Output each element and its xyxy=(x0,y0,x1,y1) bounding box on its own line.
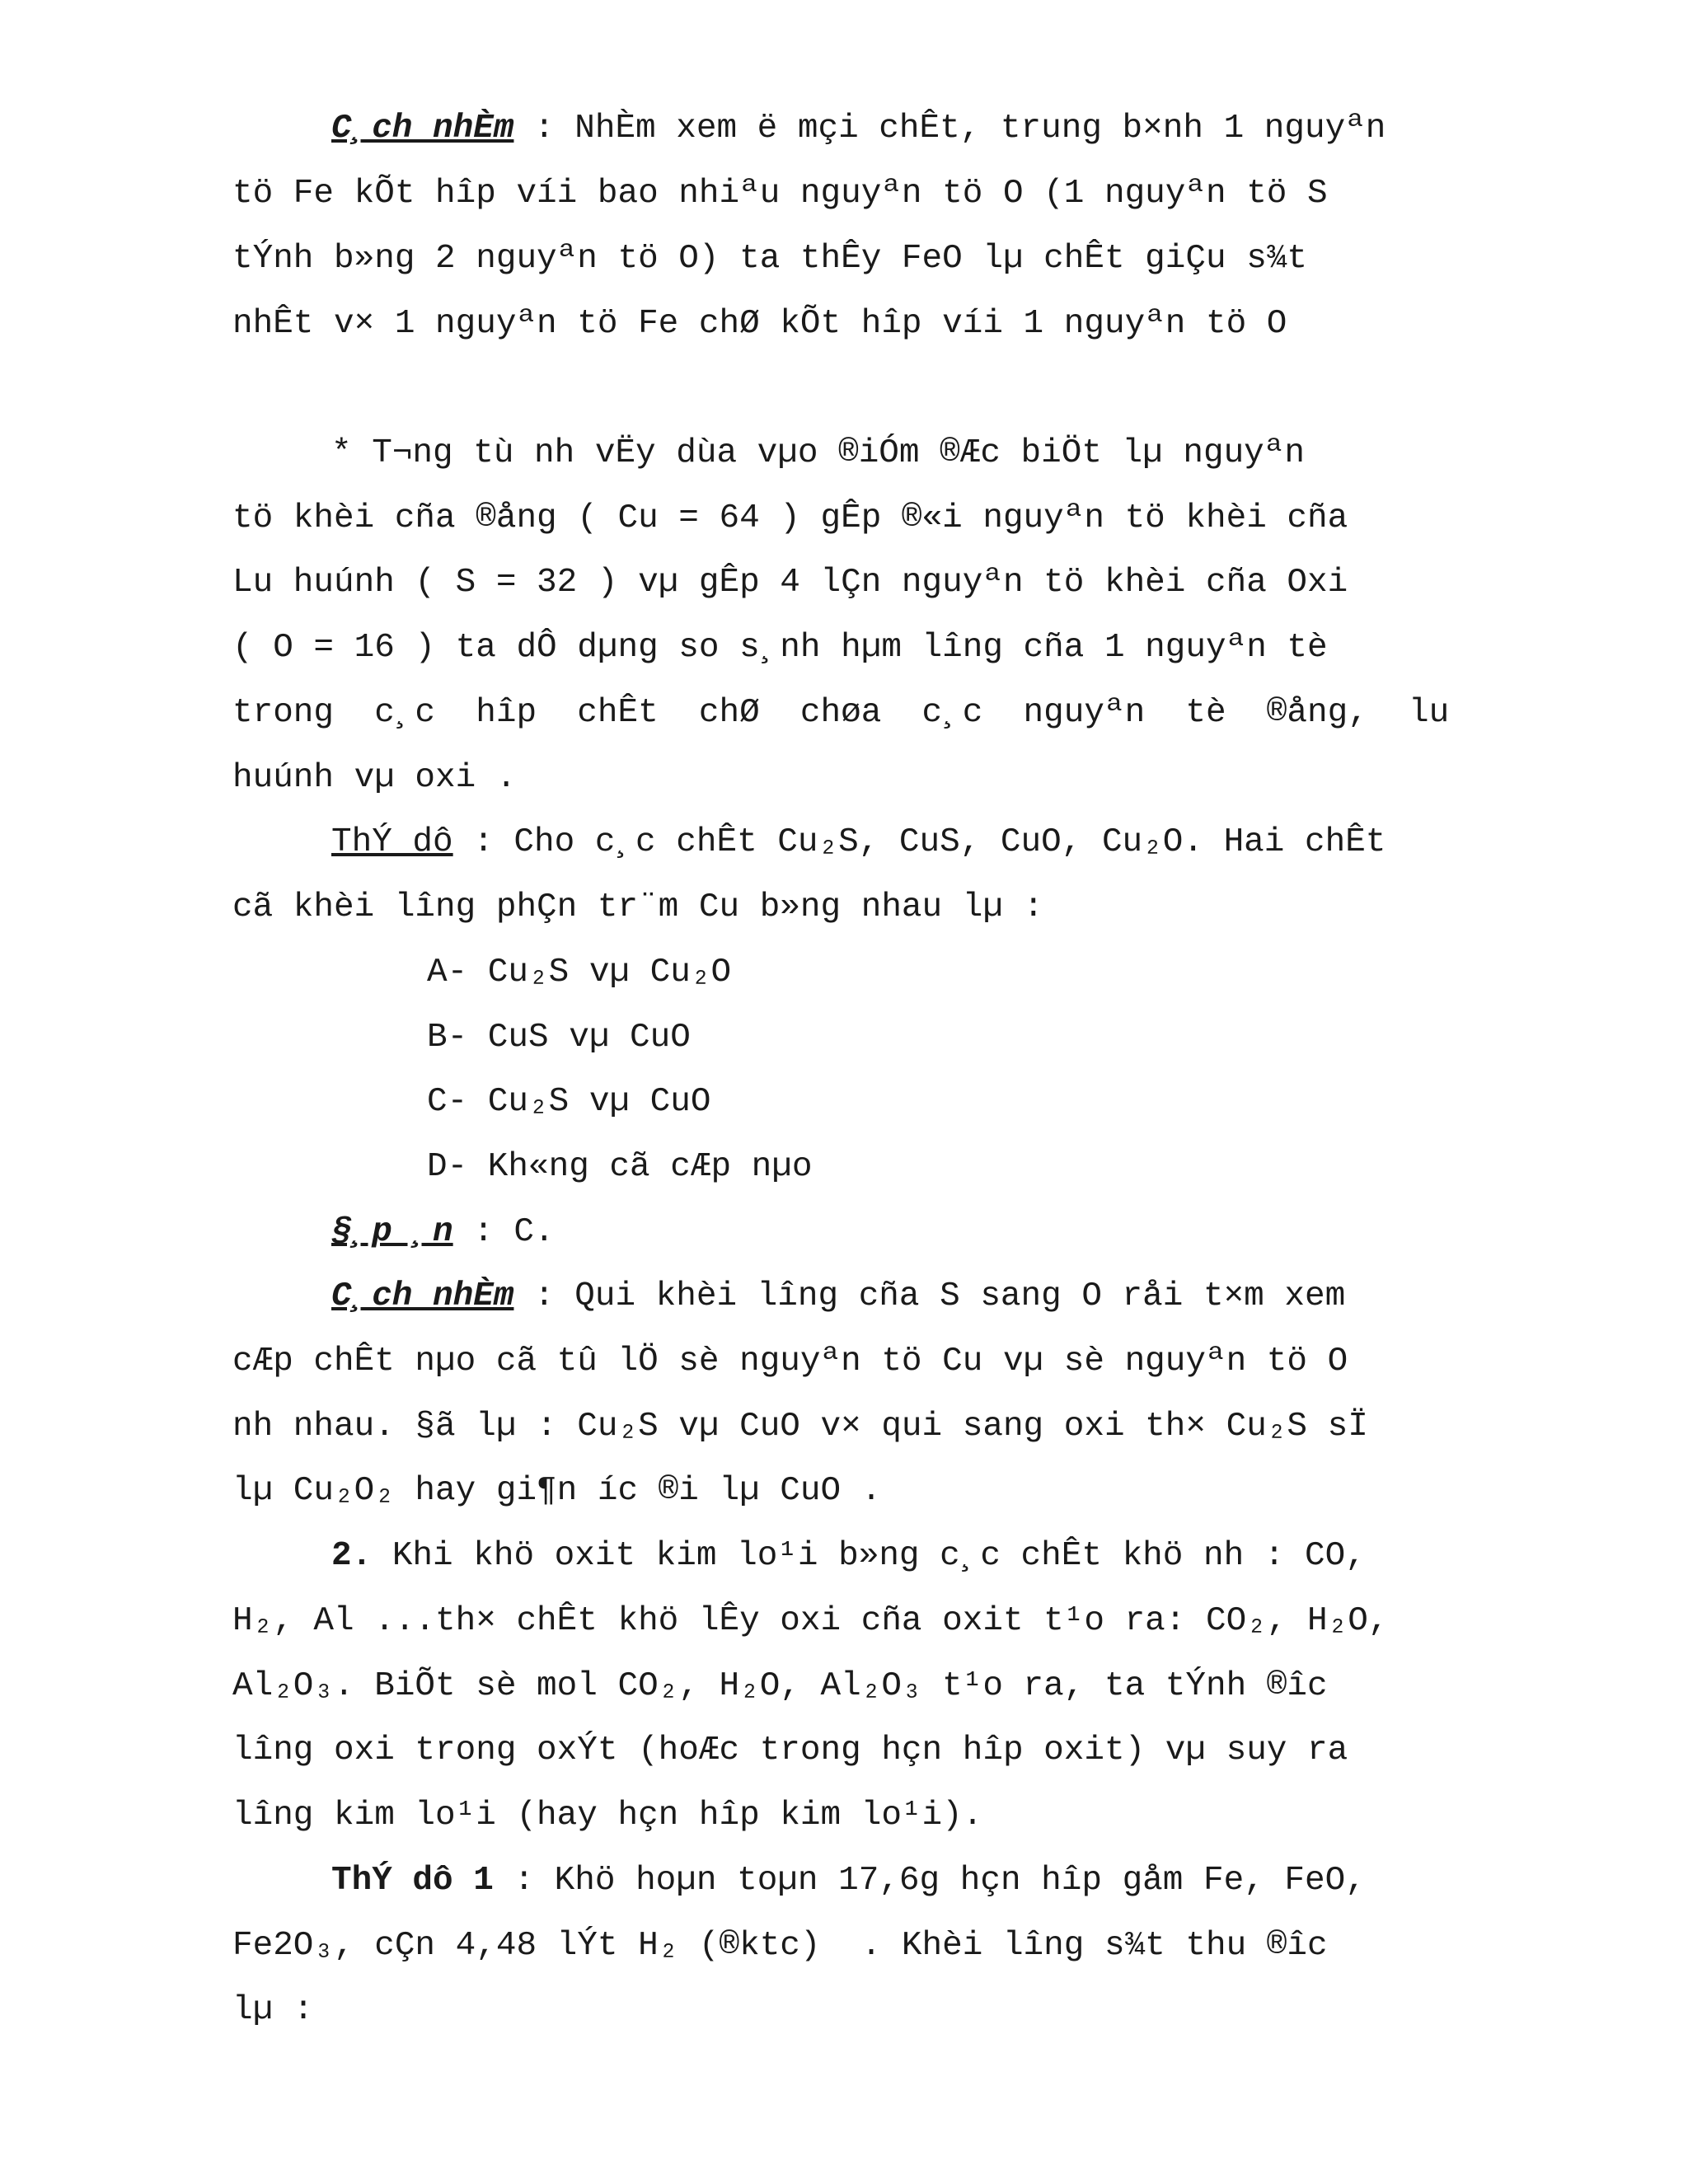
section2-line-2: H₂, Al ...th× chÊt khö lÊy oxi cña oxit t¹o ra: CO₂, H₂O, xyxy=(232,1602,1389,1640)
cach-nham-heading: C¸ch nhÈm xyxy=(331,110,514,148)
section2-line-1: 2. Khi khö oxit kim lo¹i b»ng c¸c chÊt khö nh : CO, xyxy=(331,1537,1366,1575)
paragraph1-line-4: nhÊt v× 1 nguyªn tö Fe chØ kÕt hîp víi 1 nguyªn tö O xyxy=(232,305,1287,343)
answer-label: §¸p ¸n xyxy=(331,1213,453,1251)
paragraph2-line-6: huúnh vµ oxi . xyxy=(232,759,517,797)
example-label: ThÝ dô xyxy=(331,823,453,861)
paragraph3-line-1: C¸ch nhÈm : Qui khèi lîng cña S sang O råi t×m xem xyxy=(331,1277,1346,1315)
paragraph3-line-2: cÆp chÊt nµo cã tû lÖ sè nguyªn tö Cu vµ sè nguyªn tö O xyxy=(232,1343,1348,1380)
section2-number: 2. xyxy=(331,1537,373,1575)
paragraph2-line-2: tö khèi cña ®ång ( Cu = 64 ) gÊp ®«i nguyªn tö khèi cña xyxy=(232,499,1348,537)
section2-line-3: Al₂O₃. BiÕt sè mol CO₂, H₂O, Al₂O₃ t¹o ra, ta tÝnh ®îc xyxy=(232,1667,1328,1705)
paragraph2-line-1: * T¬ng tù nh vËy dùa vµo ®iÓm ®Æc biÖt lµ nguyªn xyxy=(331,434,1305,472)
section2-line-5: lîng kim lo¹i (hay hçn hîp kim lo¹i). xyxy=(232,1797,983,1835)
paragraph2-line-3: Lu huúnh ( S = 32 ) vµ gÊp 4 lÇn nguyªn tö khèi cña Oxi xyxy=(232,564,1348,602)
option-c: C- Cu₂S vµ CuO xyxy=(427,1083,711,1121)
answer-value: : C. xyxy=(452,1213,555,1251)
example1-line-1: ThÝ dô 1 : Khö hoµn toµn 17,6g hçn hîp gåm Fe, FeO, xyxy=(331,1862,1366,1900)
example-line-1: ThÝ dô : Cho c¸c chÊt Cu₂S, CuS, CuO, Cu₂O. Hai chÊt xyxy=(331,823,1386,861)
paragraph3-line-4: lµ Cu₂O₂ hay gi¶n íc ®i lµ CuO . xyxy=(232,1472,882,1510)
paragraph1-line-3: tÝnh b»ng 2 nguyªn tö O) ta thÊy FeO lµ chÊt giÇu s¾t xyxy=(232,240,1308,278)
paragraph1-line-2: tö Fe kÕt hîp víi bao nhiªu nguyªn tö O (1 nguyªn tö S xyxy=(232,175,1328,213)
paragraph2-line-4: ( O = 16 ) ta dÔ dµng so s¸nh hµm lîng cña 1 nguyªn tè xyxy=(232,629,1328,667)
paragraph1-line-1: C¸ch nhÈm : NhÈm xem ë mçi chÊt, trung b×nh 1 nguyªn xyxy=(331,110,1386,148)
option-a: A- Cu₂S vµ Cu₂O xyxy=(427,954,732,991)
option-b: B- CuS vµ CuO xyxy=(427,1019,691,1057)
section2-line-4: lîng oxi trong oxÝt (hoÆc trong hçn hîp oxit) vµ suy ra xyxy=(232,1732,1348,1769)
answer-line xyxy=(331,1213,555,1251)
example-line-2: cã khèi lîng phÇn tr¨m Cu b»ng nhau lµ : xyxy=(232,888,1044,926)
option-d: D- Kh«ng cã cÆp nµo xyxy=(427,1148,813,1186)
example1-label: ThÝ dô 1 xyxy=(331,1862,494,1900)
paragraph3-line-3: nh nhau. §ã lµ : Cu₂S vµ CuO v× qui sang oxi th× Cu₂S sÏ xyxy=(232,1408,1368,1446)
example1-line-3: lµ : xyxy=(232,1991,314,2029)
cach-nham-heading-2: C¸ch nhÈm xyxy=(331,1277,514,1315)
paragraph2-line-5: trong c¸c hîp chÊt chØ chøa c¸c nguyªn tè ®ång, lu xyxy=(232,694,1450,732)
example1-line-2: Fe2O₃, cÇn 4,48 lÝt H₂ (®ktc) . Khèi lîng s¾t thu ®îc xyxy=(232,1927,1328,1965)
